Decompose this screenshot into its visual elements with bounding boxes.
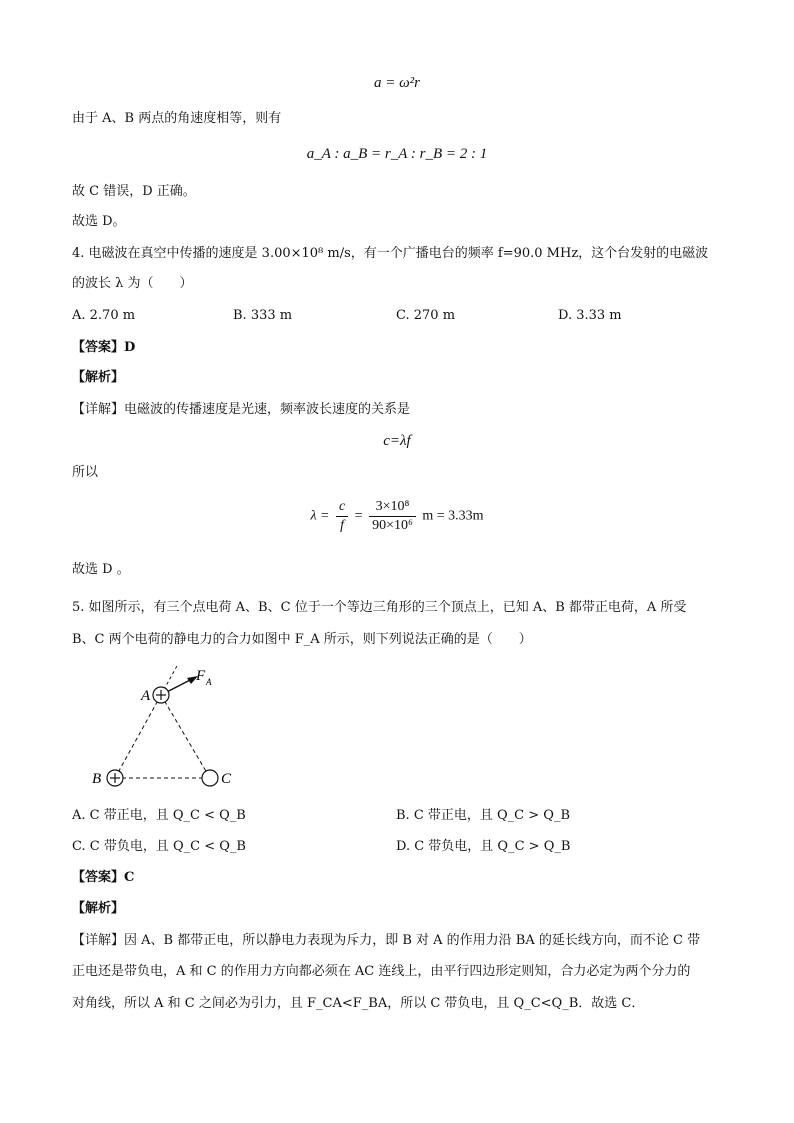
q5-option-a: A. C 带正电，且 Q_C < Q_B	[72, 808, 246, 823]
q5-detail-line3: 对角线，所以 A 和 C 之间必为引力，且 F_CA<F_BA，所以 C 带负电，且 Q_C<Q_B．故选 C．	[72, 996, 645, 1011]
text-select-d: 故选 D。	[72, 214, 126, 229]
q4-stem-line1: 4. 电磁波在真空中传播的速度是 3.00×10⁸ m/s，有一个广播电台的频率 f=90.0 MHz，这个台发射的电磁波	[72, 246, 709, 261]
label-f: F	[196, 668, 206, 684]
q4-option-c: C. 270 m	[396, 308, 456, 323]
formula-ratio: a_A : a_B = r_A : r_B = 2 : 1	[306, 146, 488, 162]
edge-ac	[161, 695, 210, 778]
q5-analysis-label: 【解析】	[72, 901, 125, 916]
q4-stem-line2: 的波长 λ 为（ ）	[72, 276, 193, 291]
formula-wave: c=λf	[383, 433, 411, 449]
triangle-charge-figure	[80, 660, 250, 795]
label-c: C	[221, 771, 232, 787]
text-angular-speed-equal: 由于 A、B 两点的角速度相等，则有	[72, 111, 282, 126]
q4-detail: 【详解】电磁波的传播速度是光速，频率波长速度的关系是	[72, 402, 411, 417]
label-f-sub: A	[206, 677, 212, 687]
q5-option-d: D. C 带负电，且 Q_C > Q_B	[396, 839, 571, 854]
frac1-denominator: f	[340, 518, 344, 533]
q5-answer: 【答案】C	[72, 870, 135, 885]
frac2-numerator: 3×10⁸	[369, 498, 416, 517]
frac1-numerator: c	[336, 498, 348, 517]
formula-frac-c-over-f	[336, 498, 348, 535]
label-a: A	[141, 688, 151, 704]
q4-option-a: A. 2.70 m	[72, 308, 136, 323]
q4-analysis-label: 【解析】	[72, 370, 125, 385]
q4-select: 故选 D 。	[72, 562, 130, 577]
formula-lambda: λ = $\frac{c}{f}$ = $\frac{\text{3×10⁸}}{\text{90×10⁶}}$ m = 3.33m	[310, 499, 484, 533]
q4-so: 所以	[72, 465, 99, 480]
q5-detail-line2: 正电还是带负电，A 和 C 的作用力方向都必须在 AC 连线上，由平行四边形定则知，合力必定为两个分力的	[72, 964, 691, 979]
q5-detail-line1: 【详解】因 A、B 都带正电，所以静电力表现为斥力，即 B 对 A 的作用力沿 BA 的延长线方向，而不论 C 带	[72, 933, 701, 948]
text-conclusion: 故 C 错误，D 正确。	[72, 184, 196, 199]
formula-frac-values	[369, 498, 416, 535]
label-b: B	[92, 771, 102, 787]
formula-centripetal: a = ω²r	[373, 75, 421, 91]
edge-ab	[115, 695, 161, 778]
q5-option-c: C. C 带负电，且 Q_C < Q_B	[72, 839, 246, 854]
q5-stem-line2: B、C 两个电荷的静电力的合力如图中 F_A 所示，则下列说法正确的是（ ）	[72, 632, 532, 647]
charge-c-icon	[202, 770, 218, 786]
q5-stem-line1: 5. 如图所示，有三个点电荷 A、B、C 位于一个等边三角形的三个顶点上，已知 A、B 都带正电荷，A 所受	[72, 600, 687, 615]
q4-option-d: D. 3.33 m	[558, 308, 622, 323]
formula-lambda-lhs: λ =	[310, 508, 330, 524]
formula-lambda-rhs: m = 3.33m	[422, 508, 484, 524]
q5-option-b: B. C 带正电，且 Q_C > Q_B	[396, 808, 571, 823]
frac2-denominator: 90×10⁶	[372, 518, 413, 533]
q4-option-b: B. 333 m	[233, 308, 293, 323]
q4-answer: 【答案】D	[72, 340, 136, 355]
